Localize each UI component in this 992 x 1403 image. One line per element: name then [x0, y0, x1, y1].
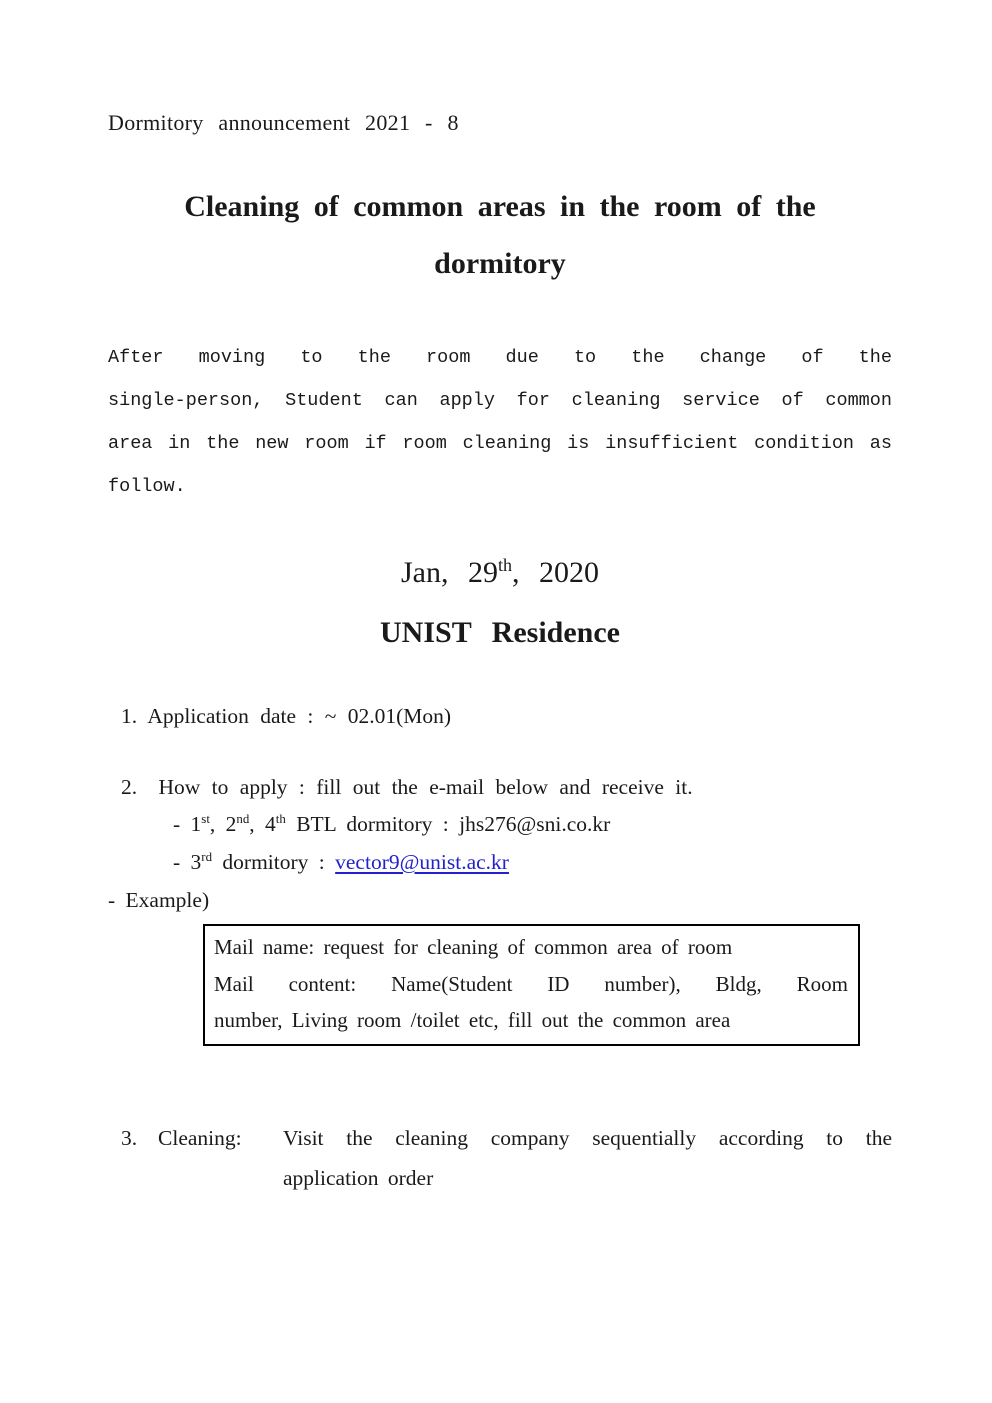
- example-label: - Example): [108, 888, 210, 912]
- doc-number: Dormitory announcement 2021 - 8: [108, 110, 459, 135]
- date-lead: Jan, 29: [400, 556, 498, 589]
- item-number: 1.: [121, 704, 138, 728]
- btl-lead: - 1: [173, 812, 202, 836]
- item-label: Cleaning:: [158, 1125, 242, 1150]
- intro-line: single-person, Student can apply for cleaning service of common: [108, 390, 892, 411]
- btl-ordinal-st: st: [201, 811, 210, 826]
- btl-mid1: , 2: [209, 812, 237, 836]
- intro-line: follow.: [108, 476, 186, 497]
- third-lead: - 3: [173, 850, 202, 874]
- doc-title: [108, 178, 892, 292]
- list-item-application-date: [108, 704, 892, 729]
- item-number: 3.: [121, 1125, 138, 1150]
- third-dormitory-email-line: [108, 848, 892, 876]
- example-box: [203, 924, 860, 1046]
- example-box-line: Mail content: Name(Student ID number), Bldg, Room: [214, 971, 848, 996]
- item-text: Visit the cleaning company sequentially according to the application order: [283, 1125, 892, 1190]
- date-rest: , 2020: [512, 556, 599, 589]
- list-item-cleaning: [108, 1118, 892, 1198]
- doc-title-line2: dormitory: [434, 247, 566, 280]
- doc-title-line1: Cleaning of common areas in the room of the: [184, 190, 816, 223]
- third-ordinal-rd: rd: [201, 849, 213, 864]
- example-box-line: Mail name: request for cleaning of common area of room: [214, 935, 733, 959]
- item-text: How to apply : fill out the e-mail below and receive it.: [158, 775, 693, 799]
- intro-paragraph: [108, 336, 892, 508]
- btl-ordinal-th: th: [275, 811, 286, 826]
- item-number: 2.: [121, 775, 138, 799]
- document-page: [108, 0, 892, 1198]
- example-box-line: number, Living room /toilet etc, fill out the common area: [214, 1008, 731, 1032]
- btl-dormitory-email-line: [108, 810, 892, 838]
- btl-ordinal-nd: nd: [236, 811, 250, 826]
- item-text: Application date : ~ 02.01(Mon): [147, 704, 452, 728]
- btl-mid2: , 4: [249, 812, 276, 836]
- intro-line: After moving to the room due to the change of the: [108, 347, 892, 368]
- intro-line: area in the new room if room cleaning is insufficient condition as: [108, 433, 892, 454]
- email-link[interactable]: vector9@unist.ac.kr: [335, 850, 509, 874]
- third-mid: dormitory :: [212, 850, 336, 874]
- doc-organization: UNIST Residence: [380, 616, 620, 649]
- btl-rest: BTL dormitory : jhs276@sni.co.kr: [285, 812, 611, 836]
- doc-date: [108, 556, 892, 590]
- list-item-how-to-apply: [108, 775, 892, 800]
- date-ordinal: th: [497, 555, 512, 575]
